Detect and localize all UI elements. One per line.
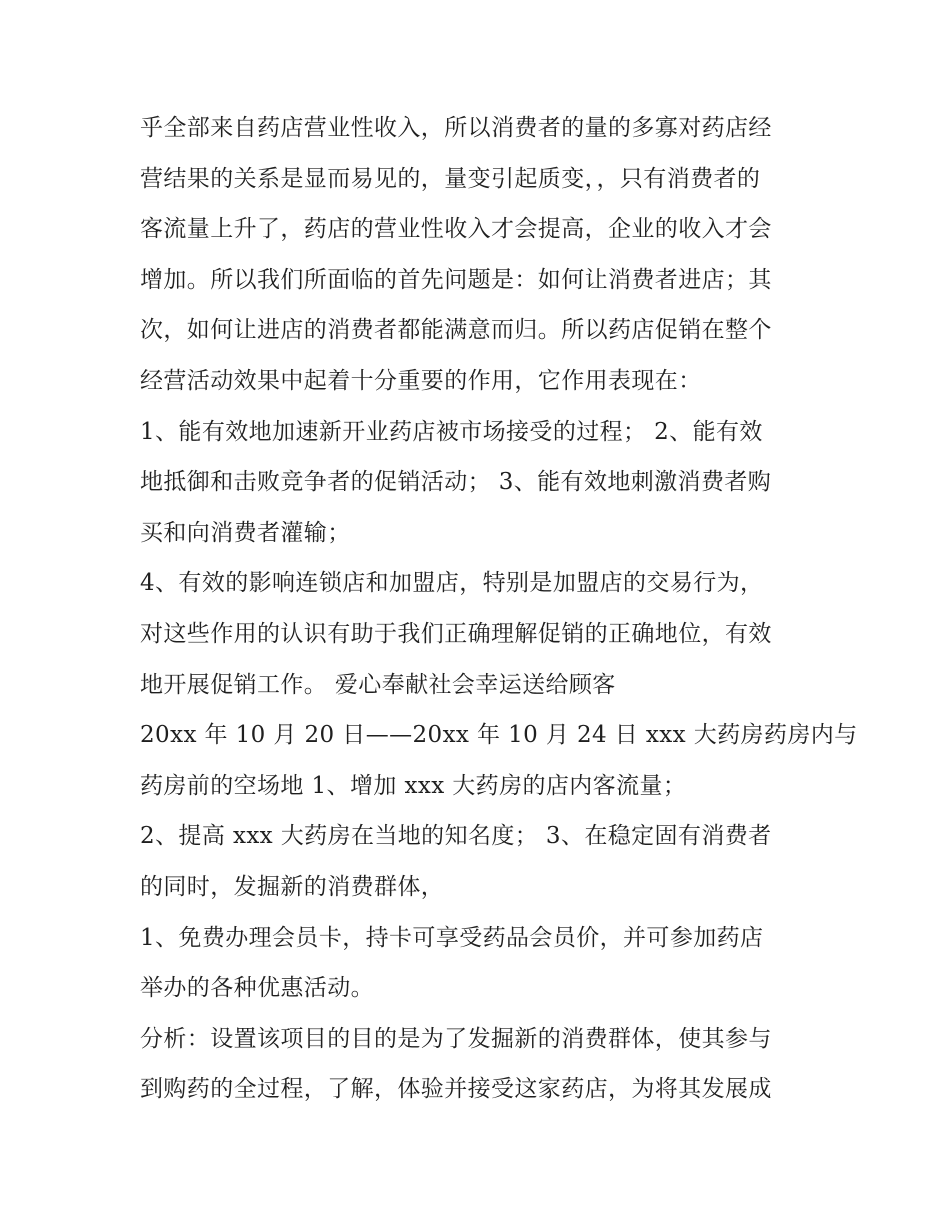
document-body bbox=[140, 103, 858, 1115]
text-line: 2、提高 xxx 大药房在当地的知名度； 3、在稳定固有消费者 bbox=[140, 823, 772, 850]
text-line: 1、能有效地加速新开业药店被市场接受的过程； 2、能有效 bbox=[140, 418, 763, 445]
text-line: 举办的各种优惠活动。 bbox=[140, 975, 374, 1002]
text-line: 营结果的关系是显而易见的，量变引起质变，，只有消费者的 bbox=[140, 165, 761, 192]
text-line: 地抵御和击败竞争者的促销活动； 3、能有效地刺激消费者购 bbox=[140, 469, 772, 496]
text-line: 经营活动效果中起着十分重要的作用，它作用表现在： bbox=[140, 367, 702, 394]
text-line: 的同时，发掘新的消费群体， bbox=[140, 873, 445, 900]
text-line: 对这些作用的认识有助于我们正确理解促销的正确地位，有效 bbox=[140, 620, 772, 647]
text-line: 增加。所以我们所面临的首先问题是：如何让消费者进店；其 bbox=[140, 266, 772, 293]
text-line: 乎全部来自药店营业性收入，所以消费者的量的多寡对药店经 bbox=[140, 115, 772, 141]
text-line: 地开展促销工作。 爱心奉献社会幸运送给顾客 bbox=[140, 671, 616, 698]
text-line: 4、有效的影响连锁店和加盟店，特别是加盟店的交易行为， bbox=[140, 570, 764, 597]
text-line: 客流量上升了，药店的营业性收入才会提高，企业的收入才会 bbox=[140, 216, 772, 243]
text-line: 药房前的空场地 1、增加 xxx 大药房的店内客流量； bbox=[140, 772, 687, 799]
text-line: 到购药的全过程，了解，体验并接受这家药店，为将其发展成 bbox=[140, 1076, 772, 1103]
text-line: 买和向消费者灌输； bbox=[140, 519, 351, 546]
text-line: 分析：设置该项目的目的是为了发掘新的消费群体，使其参与 bbox=[140, 1025, 772, 1052]
text-line: 1、免费办理会员卡，持卡可享受药品会员价，并可参加药店 bbox=[140, 924, 764, 951]
text-line: 20xx 年 10 月 20 日——20xx 年 10 月 24 日 xxx 大药房药房内与 bbox=[140, 722, 858, 749]
text-line: 次，如何让进店的消费者都能满意而归。所以药店促销在整个 bbox=[140, 317, 772, 344]
